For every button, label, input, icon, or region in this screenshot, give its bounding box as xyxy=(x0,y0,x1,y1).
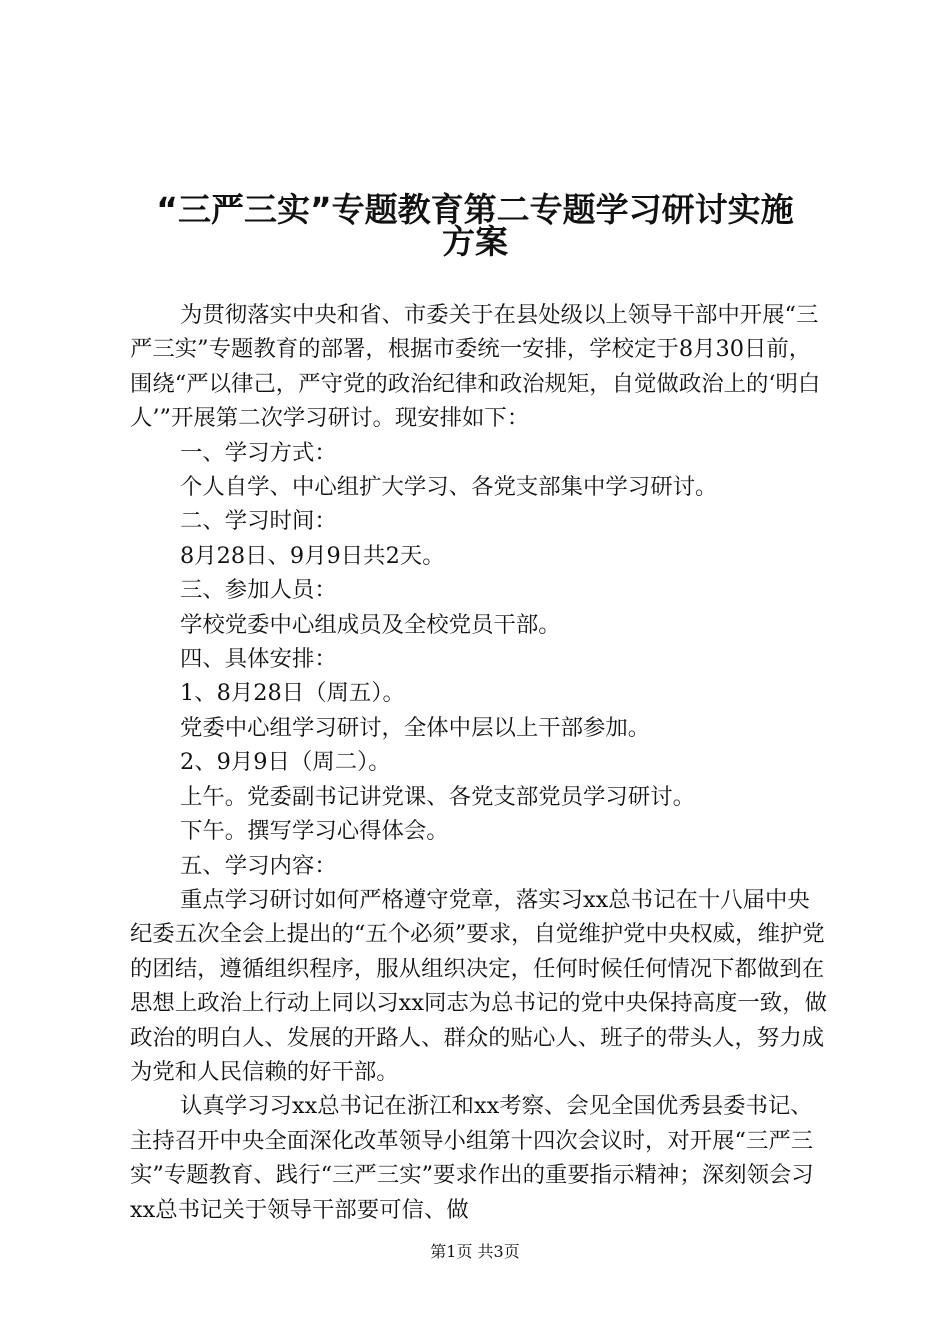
list-item: 1、8月28日（周五）。 xyxy=(180,680,405,707)
section-heading: 五、学习内容： xyxy=(180,852,337,879)
paragraph: 下午。撰写学习心得体会。 xyxy=(180,818,449,845)
document-title-line2: 方案 xyxy=(442,222,508,261)
paragraph: 8月28日、9月9日共2天。 xyxy=(180,542,445,569)
list-item: 2、9月9日（周二）。 xyxy=(180,749,391,776)
paragraph: 学校党委中心组成员及全校党员干部。 xyxy=(180,611,561,638)
section-heading: 二、学习时间： xyxy=(180,508,337,535)
paragraph: 重点学习研讨如何严格遵守党章，落实习xx总书记在十八届中央纪委五次全会上提出的“五个必须”要求，自觉维护党中央权威，维护党的团结，遵循组织程序，服从组织决定，任何时候任何情况下都做到在思想上政治上行动上同以习xx同志为总书记的党中央保持高度一致，做政治的明白人、发展的开路人、群众的贴心人、班子的带头人，努力成为党和人民信赖的好干部。 xyxy=(130,886,827,1085)
paragraph: 党委中心组学习研讨，全体中层以上干部参加。 xyxy=(180,714,651,741)
paragraph: 认真学习习xx总书记在浙江和xx考察、会见全国优秀县委书记、主持召开中央全面深化改革领导小组第十四次会议时，对开展“三严三实”专题教育、践行“三严三实”要求作出的重要指示精神；深刻领会习xx总书记关于领导干部要可信、做 xyxy=(130,1093,814,1223)
document-body xyxy=(130,298,830,1227)
section-heading: 三、参加人员： xyxy=(180,577,337,604)
document-title-line1: “三严三实”专题教育第二专题学习研讨实施 xyxy=(156,190,794,229)
paragraph: 上午。党委副书记讲党课、各党支部党员学习研讨。 xyxy=(180,783,695,810)
section-heading: 一、学习方式： xyxy=(180,439,337,466)
page-footer: 第1页 共3页 xyxy=(430,1242,520,1261)
section-heading: 四、具体安排： xyxy=(180,646,337,673)
paragraph: 个人自学、中心组扩大学习、各党支部集中学习研讨。 xyxy=(180,474,718,501)
paragraph: 为贯彻落实中央和省、市委关于在县处级以上领导干部中开展“三严三实”专题教育的部署，根据市委统一安排，学校定于8月30日前，围绕“严以律己，严守党的政治纪律和政治规矩，自觉做政治上的‘明白人’”开展第二次学习研讨。现安排如下： xyxy=(130,302,821,432)
